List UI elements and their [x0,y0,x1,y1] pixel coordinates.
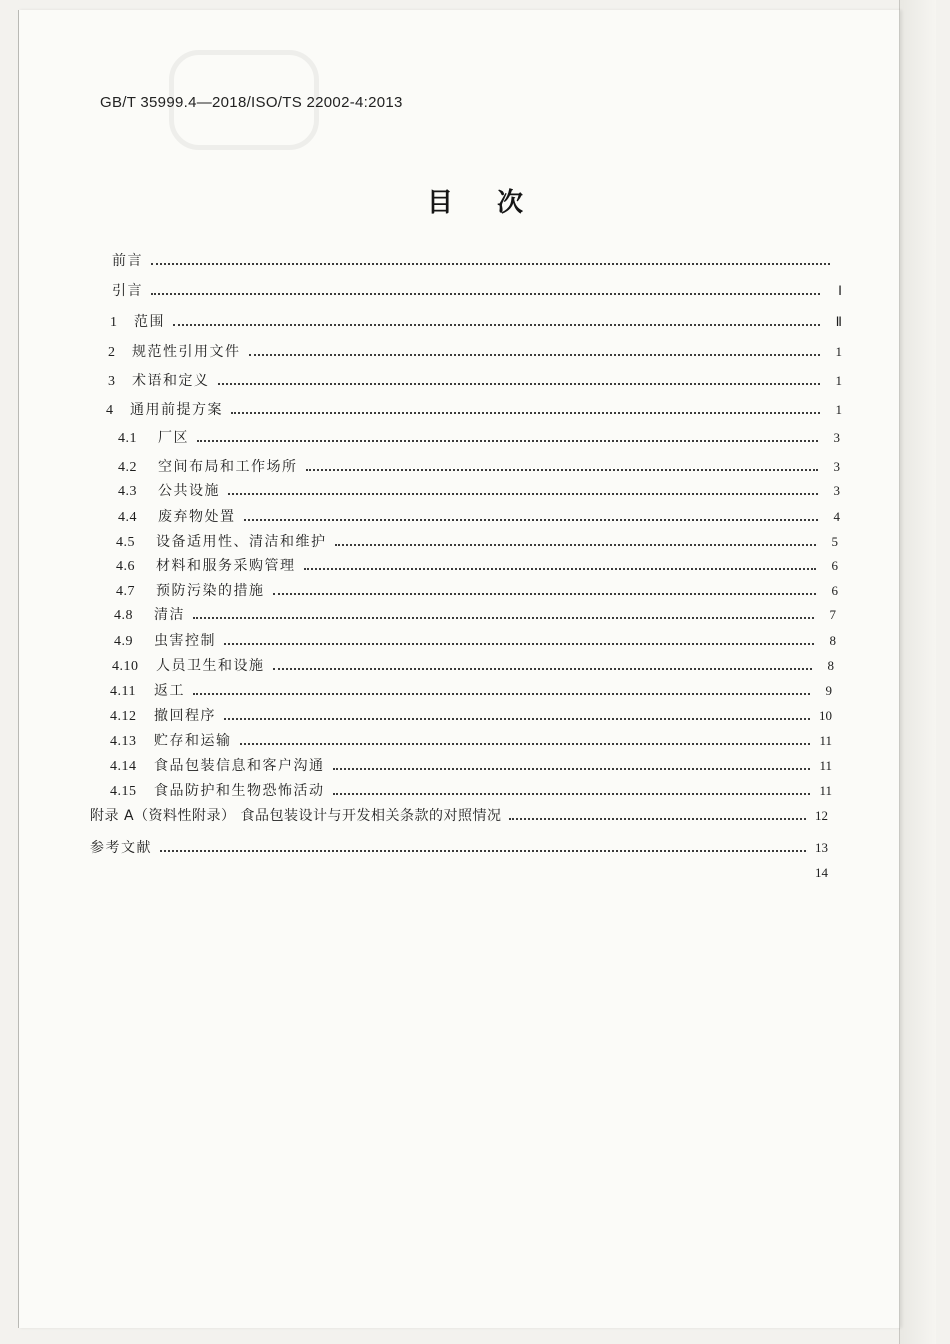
toc-entry-label: 通用前提方案 [130,402,223,418]
toc-leader-dots [240,743,811,745]
toc-leader-dots [193,617,814,619]
toc-entry-number: 4 [106,403,114,418]
toc-entry[interactable] [108,371,842,391]
toc-leader-dots [306,469,819,471]
toc-entry[interactable] [116,556,838,576]
toc-entry-page: 5 [831,534,838,549]
toc-leader-dots [335,544,817,546]
toc-entry-number: 4.11 [110,684,136,699]
toc-entry-label: 材料和服务采购管理 [156,558,296,574]
toc-entry[interactable] [110,781,832,801]
toc-leader-dots [231,412,820,414]
toc-leader-dots [273,668,813,670]
toc-entry-number: 4.10 [112,659,139,674]
toc-leader-dots [228,493,818,495]
toc-entry-page: 3 [833,459,840,474]
toc-entry-page: Ⅱ [835,314,842,329]
toc-entry[interactable] [118,457,840,477]
toc-entry-label: 规范性引用文件 [132,344,241,360]
toc-entry-number: 4.9 [114,634,133,649]
toc-leader-dots [509,818,806,820]
toc-entry-page: 6 [831,558,838,573]
toc-entry-label: 空间布局和工作场所 [158,459,298,475]
toc-entry[interactable] [118,507,840,527]
toc-entry-number: 4.12 [110,709,137,724]
toc-entry-number: 1 [110,315,118,330]
toc-entry-page: 8 [829,633,836,648]
toc-entry-number: 4.2 [118,460,137,475]
toc-entry-label: 参考文献 [90,840,152,856]
toc-entry-label: 贮存和运输 [154,733,232,749]
toc-entry[interactable] [110,756,832,776]
toc-entry[interactable] [112,251,852,271]
toc-entry-label: 虫害控制 [154,633,216,649]
toc-entry[interactable] [116,532,838,552]
toc-entry[interactable] [112,656,834,676]
toc-leader-dots [244,519,819,521]
toc-entry[interactable] [90,863,828,883]
toc-leader-dots [224,643,814,645]
toc-entry[interactable] [118,481,840,501]
toc-entry[interactable] [106,400,842,420]
toc-entry-page: 11 [819,733,832,748]
toc-leader-dots [173,324,820,326]
toc-leader-dots [197,440,818,442]
standard-code: GB/T 35999.4—2018/ISO/TS 22002-4:2013 [100,94,403,111]
toc-leader-dots [304,568,817,570]
toc-entry-label: 撤回程序 [154,708,216,724]
toc-entry[interactable] [110,706,832,726]
toc-entry-page: 1 [835,373,842,388]
toc-entry-page: 11 [819,783,832,798]
toc-entry-label: 设备适用性、清洁和维护 [156,534,327,550]
toc-leader-dots [224,718,810,720]
toc-entry[interactable] [114,631,836,651]
toc-entry[interactable] [90,806,828,826]
toc-entry-label: 公共设施 [158,483,220,499]
toc-entry-page: 6 [831,583,838,598]
toc-entry[interactable] [114,605,836,625]
toc-entry-number: 4.1 [118,431,137,446]
toc-entry-page: 11 [819,758,832,773]
toc-entry[interactable] [112,281,842,301]
toc-entry-page: 9 [825,683,832,698]
toc-leader-dots [273,593,817,595]
toc-leader-dots [333,768,811,770]
toc-entry[interactable] [90,838,828,858]
toc-entry[interactable] [108,342,842,362]
page-title: 目次 [426,188,567,218]
toc-leader-dots [249,354,821,356]
toc-leader-dots [151,263,830,265]
toc-entry-number: 2 [108,345,116,360]
toc-entry-page: 7 [829,607,836,622]
toc-entry-label: 前言 [112,253,143,269]
toc-entry[interactable] [118,428,840,448]
toc-entry[interactable] [116,581,838,601]
toc-leader-dots [193,693,810,695]
toc-entry-page: Ⅰ [838,283,842,298]
toc-entry-label: 附录 A（资料性附录） 食品包装设计与开发相关条款的对照情况 [90,808,502,824]
toc-entry-page: 14 [815,865,828,880]
toc-entry-number: 4.3 [118,484,137,499]
toc-entry-label: 食品防护和生物恐怖活动 [154,783,325,799]
toc-entry-label: 预防污染的措施 [156,583,265,599]
toc-entry-page: 3 [833,430,840,445]
toc-entry[interactable] [110,312,842,332]
toc-entry[interactable] [110,681,832,701]
toc-entry-number: 4.7 [116,584,135,599]
toc-leader-dots [160,850,806,852]
toc-leader-dots [333,793,811,795]
toc-entry-label: 范围 [134,314,165,330]
toc-entry-label: 术语和定义 [132,373,210,389]
toc-entry-number: 4.8 [114,608,133,623]
toc-entry-page: 8 [827,658,834,673]
toc-entry-page: 13 [815,840,828,855]
toc-entry-number: 4.13 [110,734,137,749]
toc-entry-page: 1 [835,344,842,359]
toc-entry-label: 人员卫生和设施 [156,658,265,674]
toc-entry-label: 引言 [112,283,143,299]
toc-entry-label: 清洁 [154,607,185,623]
toc-entry-page: 12 [815,808,828,823]
toc-leader-dots [151,293,820,295]
toc-entry-number: 3 [108,374,116,389]
toc-entry-number: 4.5 [116,535,135,550]
toc-entry-label: 食品包装信息和客户沟通 [154,758,325,774]
toc-leader-dots [218,383,821,385]
toc-entry-number: 4.4 [118,510,137,525]
toc-entry-number: 4.15 [110,784,137,799]
toc-entry-label: 返工 [154,683,185,699]
toc-entry-label: 厂区 [158,430,189,446]
toc-entry-page: 10 [819,708,832,723]
toc-entry[interactable] [110,731,832,751]
toc-entry-page: 3 [833,483,840,498]
toc-entry-page: 1 [835,402,842,417]
toc-entry-number: 4.6 [116,559,135,574]
toc-entry-number: 4.14 [110,759,137,774]
toc-entry-page: 4 [833,509,840,524]
toc-entry-label: 废弃物处置 [158,509,236,525]
